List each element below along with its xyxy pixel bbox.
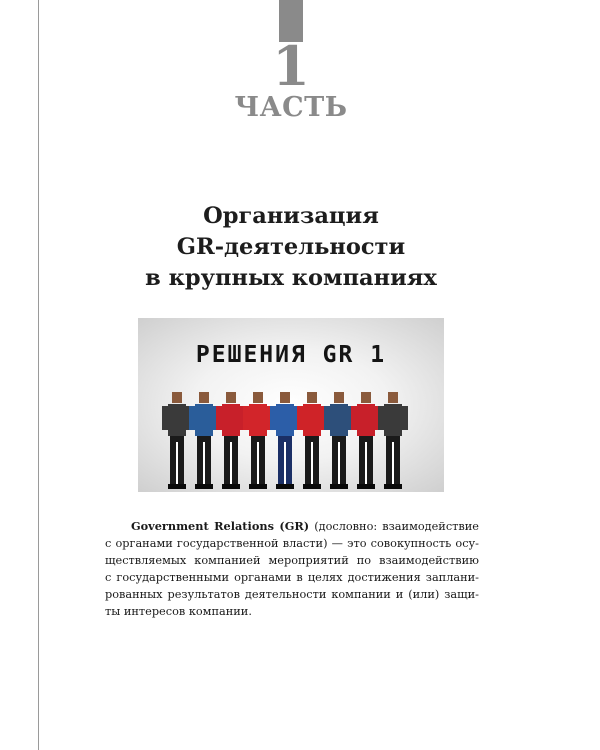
person-figure: [166, 392, 188, 490]
body-line-1: [105, 518, 479, 535]
person-figure: [355, 392, 377, 490]
body-paragraph: [105, 518, 479, 620]
person-figure: [247, 392, 269, 490]
chapter-title-line-1: Организация: [203, 203, 379, 229]
body-line-6: ты интересов компании.: [105, 605, 252, 618]
chapter-title: [0, 201, 582, 294]
person-figure: [328, 392, 350, 490]
chapter-title-line-3: в крупных компаниях: [145, 265, 437, 291]
body-line-4: с государственными органами в целях достижения заплани-: [105, 571, 479, 584]
body-line-5: рованных результатов деятельности компании и (или) защи-: [105, 588, 479, 601]
chapter-title-line-2: GR-деятельности: [176, 234, 406, 260]
illustration-banner-text: РЕШЕНИЯ GR 1: [195, 342, 387, 368]
part-number: 1: [272, 34, 310, 98]
person-figure: [382, 392, 404, 490]
people-holding-hands: [166, 392, 416, 492]
person-figure: [220, 392, 242, 490]
person-figure: [193, 392, 215, 490]
body-line-3: ществляемых компанией мероприятий по взаимодействию: [105, 554, 479, 567]
body-term: Government Relations (GR): [131, 519, 310, 533]
body-line-2: с органами государственной власти) — это совокупность осу-: [105, 537, 479, 550]
body-line-1-rest: (дословно: взаимодействие: [309, 520, 479, 533]
person-figure: [274, 392, 296, 490]
person-figure: [301, 392, 323, 490]
gr-solutions-illustration: [138, 318, 444, 492]
part-label: ЧАСТЬ: [234, 92, 348, 123]
